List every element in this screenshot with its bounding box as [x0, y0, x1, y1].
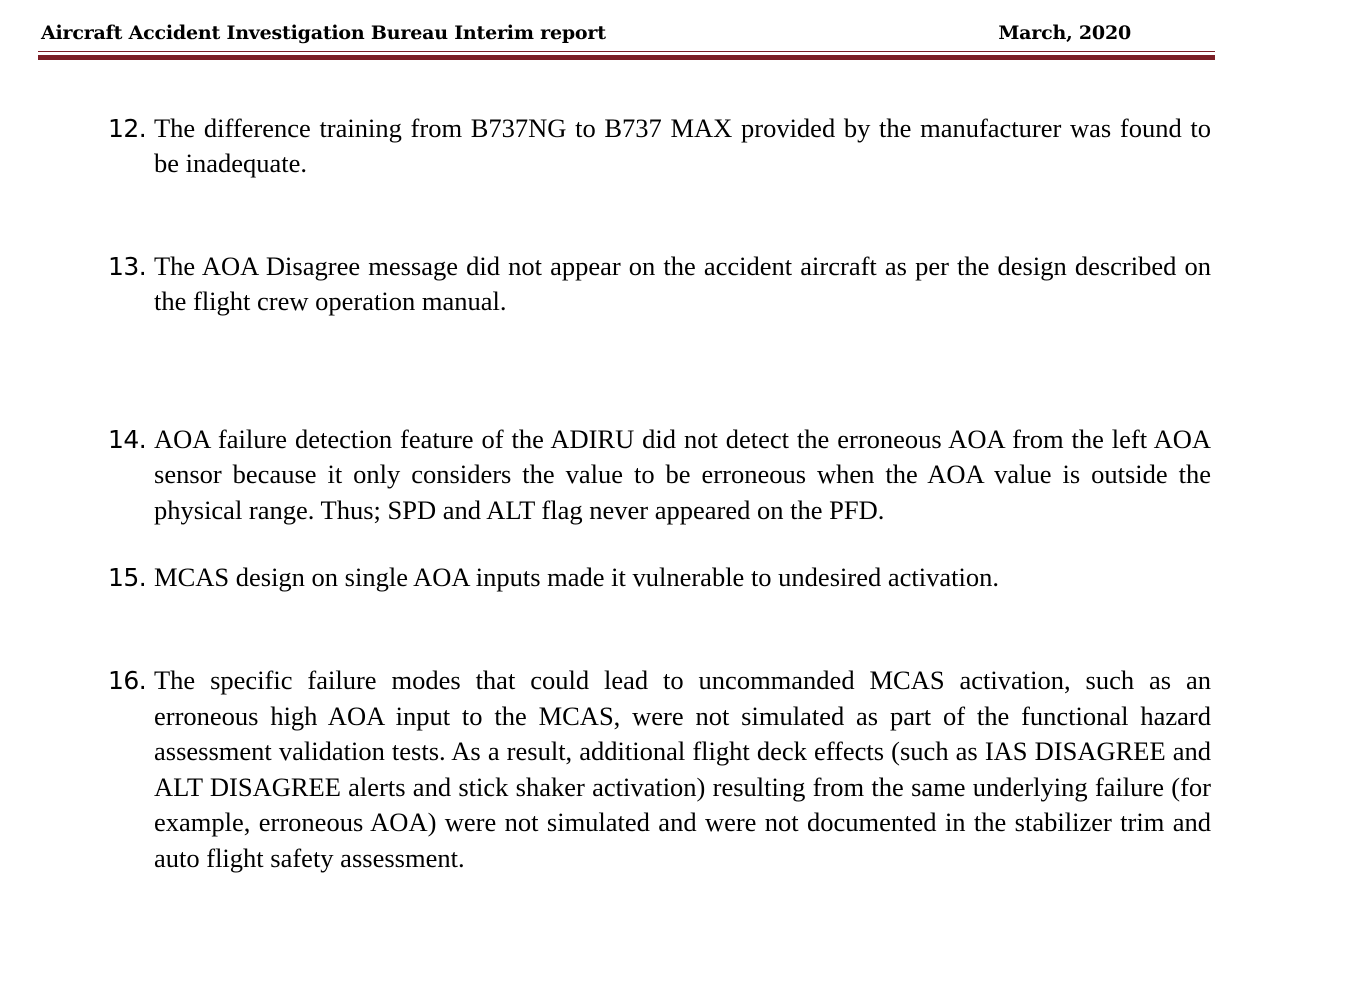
finding-number: 13. [108, 252, 147, 281]
finding-text: AOA failure detection feature of the ADIRU did not detect the erroneous AOA from the left AOA sensor because it only considers the value to be erroneous when the AOA value is outside the physical range. Thus; SPD and ALT flag never appeared on the PFD. [154, 424, 1211, 525]
header-rule-thick [38, 55, 1215, 60]
finding-number: 14. [108, 425, 147, 454]
finding-text: The specific failure modes that could lead to uncommanded MCAS activation, such as an erroneous high AOA input to the MCAS, were not simulated as part of the functional hazard assessment validation tests. As a result, additional flight deck effects (such as IAS DISAGREE and ALT DISAGREE alerts and stick shaker activation) resulting from the same underlying failure (for example, erroneous AOA) were not simulated and were not documented in the stabilizer trim and auto flight safety assessment. [154, 665, 1211, 873]
finding-item [108, 249, 1211, 320]
header-rule-thin [38, 51, 1215, 52]
finding-item [108, 422, 1211, 528]
finding-item [108, 111, 1211, 182]
finding-number: 12. [108, 114, 147, 143]
finding-text: The difference training from B737NG to B737 MAX provided by the manufacturer was found to be inadequate. [154, 113, 1211, 179]
page-header [41, 20, 1131, 50]
finding-number: 16. [108, 666, 147, 695]
finding-text: The AOA Disagree message did not appear on the accident aircraft as per the design described on the flight crew operation manual. [154, 251, 1211, 317]
report-title: Aircraft Accident Investigation Bureau Interim report [41, 22, 606, 44]
finding-number: 15. [108, 563, 147, 592]
report-date: March, 2020 [998, 22, 1131, 44]
finding-item [108, 663, 1211, 876]
finding-text: MCAS design on single AOA inputs made it vulnerable to undesired activation. [154, 562, 999, 592]
finding-item [108, 560, 1211, 595]
